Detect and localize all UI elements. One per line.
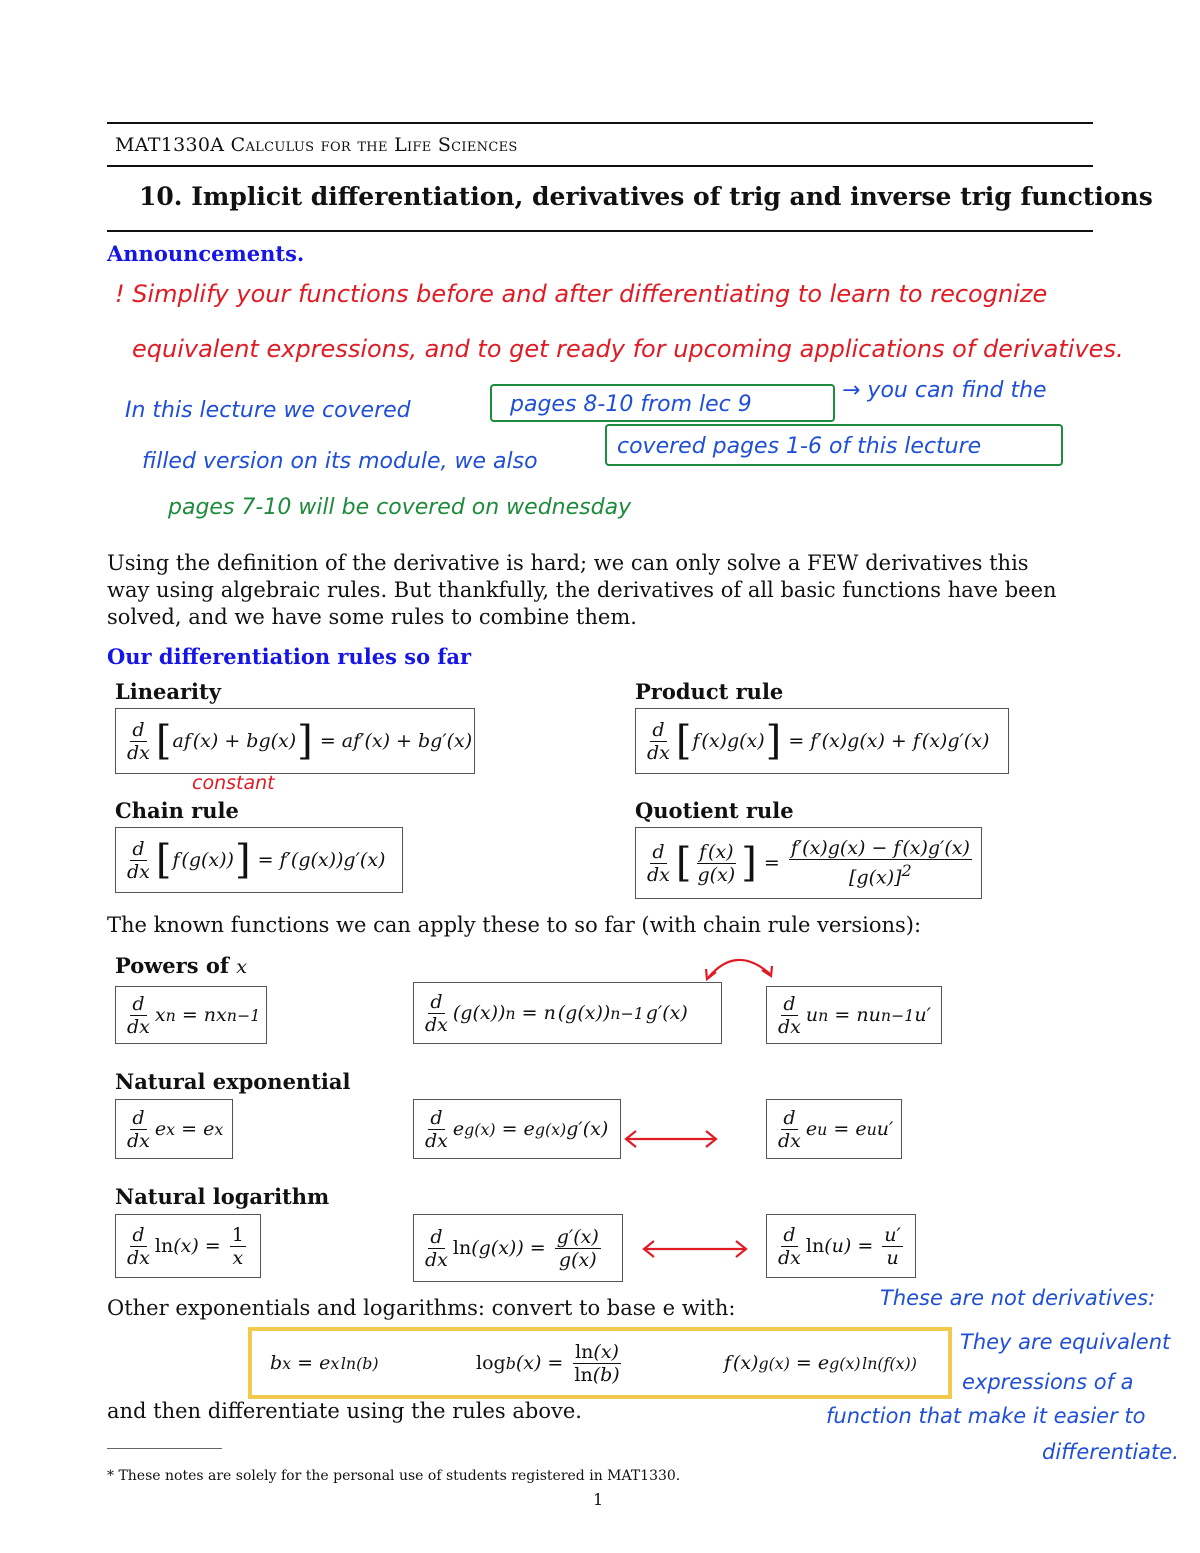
handwritten-note-4a: filled version on its module, we also [142, 449, 538, 474]
ln-u-rule-box: $\frac{d}{dx}$ ln (u) = $\frac{u'}{u}$ [766, 1214, 916, 1278]
exponential-heading: Natural exponential [115, 1069, 351, 1094]
chain-rule-formula-box: $\frac{d}{dx}$ [ f (g(x)) ] = f′(g(x))g′(x) [115, 827, 403, 893]
handwritten-note-2: equivalent expressions, and to get ready for upcoming applications of derivatives. [132, 335, 1124, 363]
lecture-title: 10. Implicit differentiation, derivatives of trig and inverse trig functions [139, 182, 1153, 211]
known-functions-text: The known functions we can apply these to so far (with chain rule versions): [107, 913, 922, 937]
power-u-rule-box: $\frac{d}{dx}$ u n = nu n−1 u′ [766, 986, 942, 1044]
exp-rule-box: $\frac{d}{dx}$ e x = e x [115, 1099, 233, 1159]
running-header [115, 134, 518, 156]
quotient-rule-heading: Quotient rule [635, 798, 794, 823]
rules-heading: Our differentiation rules so far [107, 644, 472, 669]
power-chain-rule-box: $\frac{d}{dx}$ (g(x)) n = n (g(x)) n−1 g′(x) [413, 982, 722, 1044]
double-arrow-icon [640, 1238, 752, 1260]
ln-rule-box: $\frac{d}{dx}$ ln (x) = $\frac{1}{x}$ [115, 1214, 261, 1278]
exp-u-rule-box: $\frac{d}{dx}$ e u = e u u′ [766, 1099, 902, 1159]
double-arrow-icon [622, 1128, 722, 1150]
constant-annotation: constant [192, 772, 275, 794]
handwritten-note-1: ! Simplify your functions before and after differentiating to learn to recognize [115, 280, 1048, 308]
header-top-rule [107, 122, 1093, 124]
header-bottom-rule [107, 165, 1093, 167]
green-box-pages-8-10: pages 8-10 from lec 9 [490, 384, 835, 422]
handwritten-note-5: pages 7-10 will be covered on wednesday [168, 495, 632, 520]
footnote: * These notes are solely for the personal use of students registered in MAT1330. [107, 1468, 681, 1484]
product-rule-heading: Product rule [635, 679, 784, 704]
ln-chain-rule-box: $\frac{d}{dx}$ ln (g(x)) = $\frac{g'(x)}{g(x)}$ [413, 1214, 623, 1282]
product-rule-formula-box: $\frac{d}{dx}$ [ f (x)g(x) ] = f′(x)g(x) + f (x)g′(x) [635, 708, 1009, 774]
announcements-heading: Announcements. [107, 241, 305, 266]
title-rule [107, 230, 1093, 232]
logarithm-heading: Natural logarithm [115, 1184, 330, 1209]
chain-rule-heading: Chain rule [115, 798, 239, 823]
powers-label: Powers of [115, 953, 229, 978]
side-note-line-4: function that make it easier to [826, 1404, 1146, 1428]
handwritten-note-3a: In this lecture we covered [125, 398, 411, 423]
handwritten-note-3b: → you can find the [842, 378, 1047, 403]
intro-paragraph: Using the definition of the derivative is hard; we can only solve a FEW derivatives this way using algebraic rules. But thankfully, the derivatives of all basic functions have been solved, and we have some rules to combine them. [107, 551, 1057, 629]
linearity-heading: Linearity [115, 679, 221, 704]
page-number: 1 [593, 1490, 604, 1509]
course-code: MAT1330A [115, 134, 225, 156]
power-rule-box: $\frac{d}{dx}$ x n = nx n−1 [115, 986, 267, 1044]
curved-arrow-icon [700, 950, 780, 986]
side-note-line-5: differentiate. [1042, 1440, 1179, 1464]
footnote-rule [107, 1448, 222, 1449]
course-title: Calculus for the Life Sciences [230, 134, 518, 156]
then-differentiate-text: and then differentiate using the rules above. [107, 1399, 582, 1423]
green-box-pages-1-6: covered pages 1-6 of this lecture [605, 424, 1063, 466]
other-exponentials-text: Other exponentials and logarithms: convert to base e with: [107, 1296, 736, 1320]
powers-variable: x [236, 956, 247, 978]
side-note-line-3: expressions of a [962, 1370, 1134, 1394]
exp-chain-rule-box: $\frac{d}{dx}$ e g(x) = e g(x) g′(x) [413, 1099, 621, 1159]
side-note-line-2: They are equivalent [960, 1330, 1171, 1354]
side-note-line-1: These are not derivatives: [880, 1286, 1156, 1310]
base-conversion-highlight-box: b x = e x ln(b) log b (x) = $\frac{\ln(x)}{\ln(b)}$ f (x) g(x) = e g(x) ln(f(x)) [248, 1327, 952, 1399]
powers-heading [115, 953, 247, 978]
quotient-rule-formula-box: $\frac{d}{dx}$ [ $\frac{f (x)}{g(x)}$ ] = $\frac{f'(x)g(x) - f (x)g'(x)}{[g(x)]^2}$ [635, 827, 982, 899]
linearity-formula-box: $\frac{d}{dx}$ [ af (x) + bg(x) ] = af′(x) + bg′(x) [115, 708, 475, 774]
